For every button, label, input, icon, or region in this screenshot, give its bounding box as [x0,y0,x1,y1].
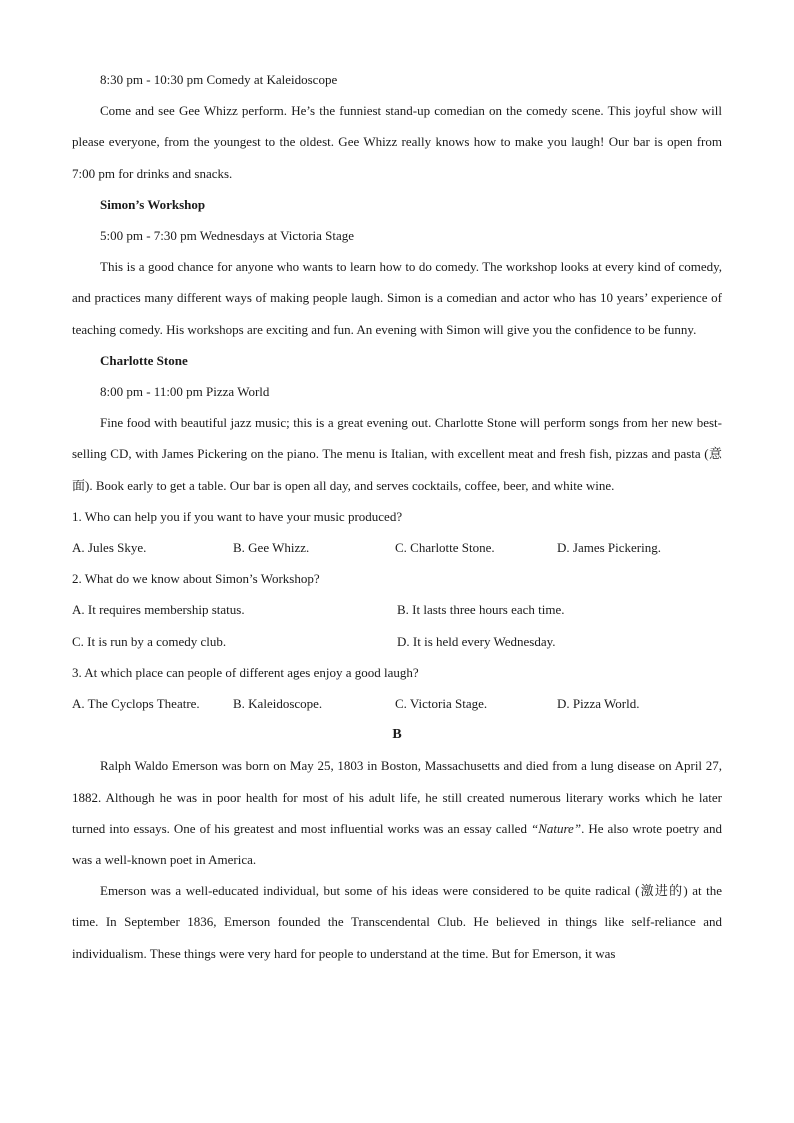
question-2-option-d: D. It is held every Wednesday. [397,633,556,649]
section-b-paragraph-2: Emerson was a well-educated individual, but some of his ideas were considered to be quite radical (激进的) at the time. In September 1836, Emerson founded the Transcendental Club. He believed in things like self-reliance and individualism. These things were very hard for people to understand at the time. But for Emerson, it was [72,883,722,961]
question-1-option-a: A. Jules Skye. [72,540,147,556]
question-1-options [72,532,722,563]
question-3-option-d: D. Pizza World. [557,696,640,712]
question-3-stem: 3. At which place can people of different ages enjoy a good laugh? [72,664,419,680]
comedy-time: 8:30 pm - 10:30 pm Comedy at Kaleidoscope [100,72,338,87]
section-b-p1-text: Ralph Waldo Emerson was born on May 25, 1803 in Boston, Massachusetts and died from a lung disease on April 27, 1882. Although he was in poor health for most of his adult life, he still created numerous literary works which he later turned into essays. One of his greatest and most influential works was an essay called [72,758,722,836]
question-1-option-c: C. Charlotte Stone. [395,540,495,556]
charlotte-title: Charlotte Stone [100,352,188,368]
section-b-heading: B [392,727,402,743]
charlotte-time: 8:00 pm - 11:00 pm Pizza World [100,384,270,400]
question-2-option-c: C. It is run by a comedy club. [72,633,227,649]
question-3-option-a: A. The Cyclops Theatre. [72,696,200,712]
workshop-time: 5:00 pm - 7:30 pm Wednesdays at Victoria Stage [100,228,355,244]
question-3-option-b: B. Kaleidoscope. [233,696,323,712]
section-b-paragraph-1 [72,750,722,875]
question-2-option-a: A. It requires membership status. [72,602,245,618]
document-page [72,64,722,969]
question-2-option-b: B. It lasts three hours each time. [397,602,565,618]
charlotte-body: Fine food with beautiful jazz music; this is a great evening out. Charlotte Stone will perform songs from her new best-selling CD, with James Pickering on the piano. The menu is Italian, with excellent meat and fresh fish, pizzas and pasta (意面). Book early to get a table. Our bar is open all day, and serves cocktails, coffee, beer, and white wine. [72,415,722,493]
question-2-stem: 2. What do we know about Simon’s Workshop? [72,571,320,587]
question-1-stem: 1. Who can help you if you want to have your music produced? [72,508,403,524]
nature-title: “Nature” [530,820,582,836]
workshop-body: This is a good chance for anyone who wants to learn how to do comedy. The workshop looks at every kind of comedy, and practices many different ways of making people laugh. Simon is a comedian and actor who has 10 years’ experience of teaching comedy. His workshops are exciting and fun. An evening with Simon will give you the confidence to be funny. [72,259,722,337]
question-2-options-row2 [72,626,722,657]
question-1-option-d: D. James Pickering. [557,540,661,556]
question-3-options [72,688,722,719]
question-2-options-row1 [72,594,722,625]
question-1-option-b: B. Gee Whizz. [233,540,310,556]
workshop-title: Simon’s Workshop [100,196,206,212]
section-b-p1-end: . He also wrote poetry and was a well-known poet in America. [72,820,723,868]
question-3-option-c: C. Victoria Stage. [395,696,488,712]
comedy-body: Come and see Gee Whizz perform. He’s the funniest stand-up comedian on the comedy scene. This joyful show will please everyone, from the youngest to the oldest. Gee Whizz really knows how to make you laugh! Our bar is open from 7:00 pm for drinks and snacks. [72,103,722,181]
